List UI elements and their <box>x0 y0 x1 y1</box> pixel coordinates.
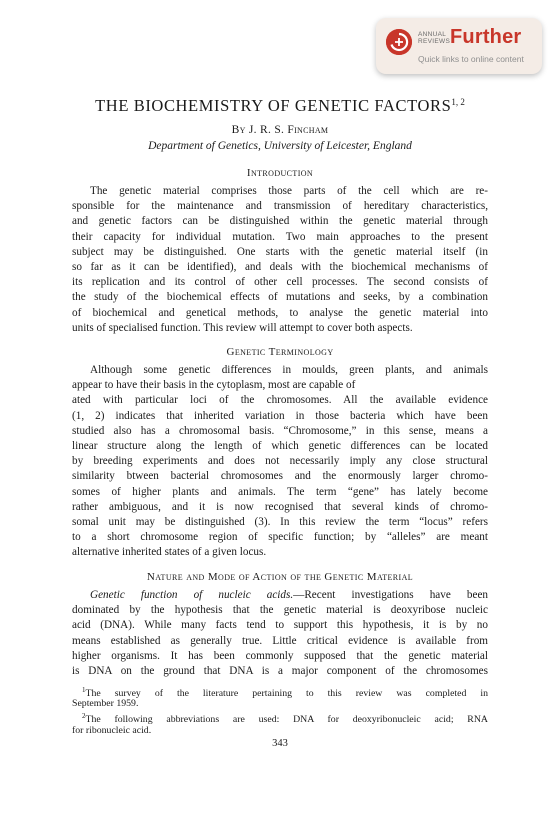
text-line: acid (DNA). While many facts tend to support this hypothesis, it is by no <box>72 619 488 632</box>
footnote-line: for ribonucleic acid. <box>72 724 152 736</box>
text-line: ated with particular loci of the chromosomes. All the available evidence <box>72 394 488 407</box>
article-author: By J. R. S. Fincham <box>231 124 329 136</box>
subsection-title: Genetic function of nucleic acids. <box>90 589 294 601</box>
badge-subtitle: Quick links to online content <box>418 54 524 64</box>
article-affiliation: Department of Genetics, University of Leicester, England <box>148 140 412 152</box>
section-heading-terminology: Genetic Terminology <box>226 346 334 358</box>
text-line: appear to have their basis in the cytoplasm, most are capable of <box>72 379 356 392</box>
text-run: —Recent investigations have been <box>293 589 488 601</box>
text-line: and genetic factors can be distinguished within the genetic material through <box>72 215 488 228</box>
article-title-text: THE BIOCHEMISTRY OF GENETIC FACTORS <box>95 96 452 115</box>
footnote-mark: 2 <box>82 712 86 721</box>
text-line: (1, 2) indicates that inherited variation in those bacteria which have been <box>72 409 488 422</box>
text-line: their capacity for individual mutation. Two main approaches to the present <box>72 230 488 243</box>
text-line: so far as it can be identified), and deals with the biochemical mechanisms of <box>72 260 488 273</box>
text-line: the study of the biochemical effects of mutations and seeks, by a combination <box>72 291 488 304</box>
text-line: alternative inherited states of a given locus. <box>72 546 267 559</box>
text-line: linear structure along the length of which genetic differences can be located <box>72 439 488 452</box>
text-line: means established as generally true. Little critical evidence is available from <box>72 634 488 647</box>
text-line: is DNA on the ground that DNA is a major component of the chromosomes <box>72 664 488 677</box>
footnote-line <box>72 710 488 726</box>
paragraph-nature <box>72 588 488 679</box>
paragraph-terminology <box>72 363 488 560</box>
text-line: its replication and its control of other cell processes. The second consists of <box>72 276 488 289</box>
section-heading-introduction: Introduction <box>246 167 314 179</box>
footnotes <box>72 684 488 737</box>
section-heading-nature: Nature and Mode of Action of the Genetic Material <box>146 571 414 583</box>
footnote-text: The survey of the literature pertaining to this review was completed in <box>85 688 488 699</box>
badge-brand-line1: ANNUAL <box>418 31 447 38</box>
text-line: higher organisms. It has been commonly supposed that the genetic material <box>72 649 488 662</box>
text-line: dominated by the hypothesis that the genetic material is deoxyribose nucleic <box>72 604 488 617</box>
text-line: studied also has a chromosomal basis. “Chromosome,” in this sense, means a <box>72 424 488 437</box>
text-line: subject may be distinguished. One starts with the genetic material itself (in <box>72 245 488 258</box>
footnote-mark: 1 <box>82 686 86 694</box>
text-line: of biochemical and genetical methods, to analyse the genetic material into <box>72 306 488 319</box>
annual-reviews-further-badge[interactable] <box>376 18 542 74</box>
text-line: to a short chromosome region of specific function; by “alleles” are meant <box>72 531 488 544</box>
footnote-line <box>72 684 488 697</box>
text-line: similarity btween bacterial chromosomes and the enormously larger chromo- <box>72 470 488 483</box>
badge-further-label: Further <box>450 26 522 48</box>
badge-brand-line2: REVIEWS <box>418 38 451 45</box>
text-line: The genetic material comprises those parts of the cell which are re- <box>90 185 488 197</box>
text-line: by breeding experiments and does not necessarily imply any close structural <box>72 455 488 468</box>
footnote-text: The following abbreviations are used: DNA for deoxyribonucleic acid; RNA <box>85 714 488 726</box>
annual-reviews-logo-icon <box>386 29 412 55</box>
page-number: 343 <box>272 738 288 749</box>
text-line: somal unit may be distinguished (3). In this review the term “locus” refers <box>72 515 488 528</box>
title-footnote-marks: 1, 2 <box>451 97 465 107</box>
text-line: rather ambiguous, and it is now recognised that several kinds of chromo- <box>72 500 488 513</box>
text-line: Although some genetic differences in moulds, green plants, and animals <box>90 364 488 376</box>
badge-brand <box>418 31 450 45</box>
text-line: sponsible for the maintenance and transmission of hereditary characteristics, <box>72 200 488 213</box>
article-title <box>0 96 560 116</box>
text-line <box>72 588 488 603</box>
footnote-line: September 1959. <box>72 698 139 710</box>
text-line: somes of higher plants and animals. The term “gene” has lately become <box>72 485 488 498</box>
paragraph-introduction <box>72 184 488 336</box>
text-line: units of specialised function. This review will attempt to cover both aspects. <box>72 321 413 334</box>
